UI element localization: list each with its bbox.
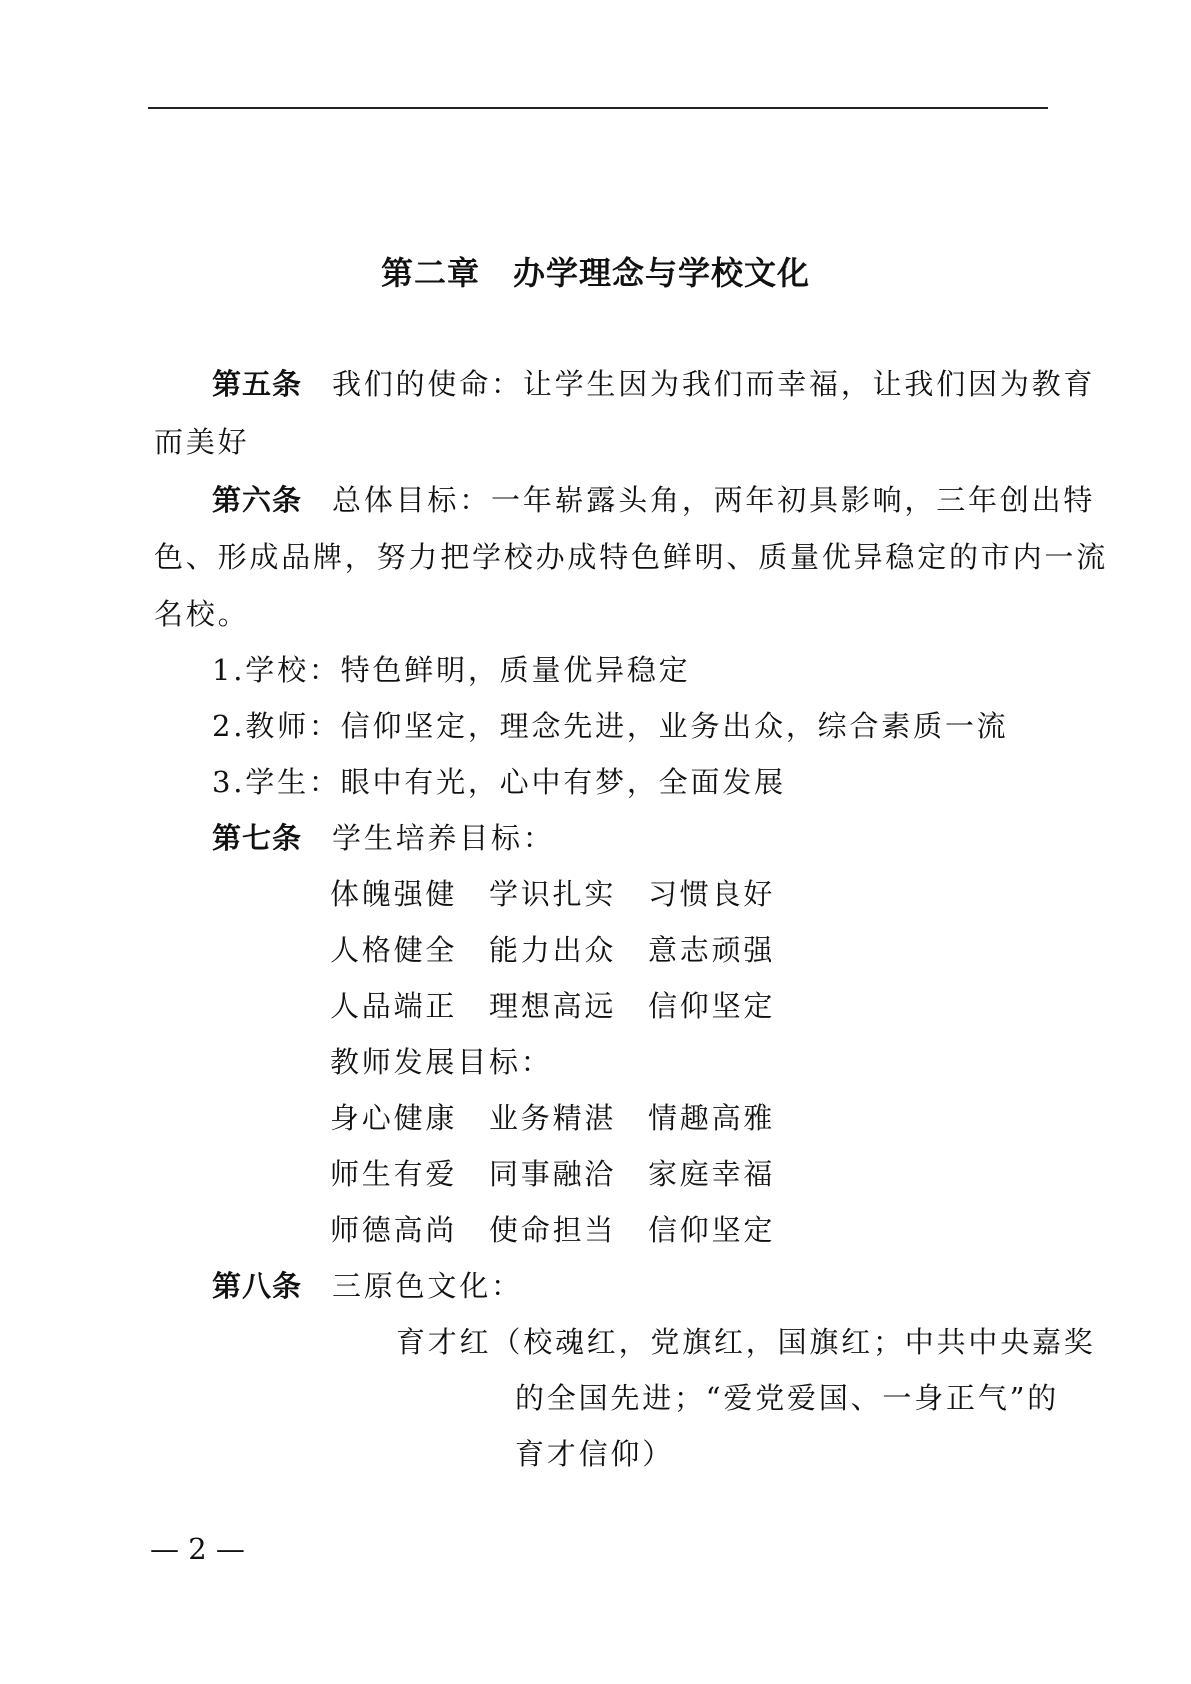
article-7-student-heading: 学生培养目标：	[332, 821, 555, 855]
article-8-heading: 三原色文化：	[332, 1269, 523, 1303]
article-8-line-4: 育才信仰）	[515, 1437, 675, 1471]
article-8-line-1	[212, 1266, 523, 1306]
article-7-line-1	[212, 818, 555, 858]
article-5-line-1	[212, 364, 1095, 404]
article-8-line-3: 的全国先进；“爱党爱国、一身正气”的	[515, 1381, 1060, 1415]
student-goal-line-1: 体魄强健 学识扎实 习惯良好	[330, 877, 776, 911]
article-6-line-2: 色、形成品牌，努力把学校办成特色鲜明、质量优异稳定的市内一流	[154, 540, 1109, 574]
student-goal-line-3: 人品端正 理想高远 信仰坚定	[330, 989, 776, 1023]
article-7-label: 第七条	[212, 821, 303, 855]
article-8-label: 第八条	[212, 1269, 303, 1303]
article-7-teacher-heading: 教师发展目标：	[330, 1045, 553, 1079]
teacher-goal-line-1: 身心健康 业务精湛 情趣高雅	[330, 1101, 776, 1135]
article-8-line-2: 育才红（校魂红，党旗红，国旗红；中共中央嘉奖	[396, 1325, 1096, 1359]
article-6-line-1	[212, 480, 1095, 520]
teacher-goal-line-2: 师生有爱 同事融洽 家庭幸福	[330, 1157, 776, 1191]
chapter-title: 第二章 办学理念与学校文化	[380, 254, 810, 292]
student-goal-line-2: 人格健全 能力出众 意志顽强	[330, 933, 776, 967]
article-6-item-1: 1.学校：特色鲜明，质量优异稳定	[212, 653, 691, 687]
article-6-text-1: 总体目标：一年崭露头角，两年初具影响，三年创出特	[332, 483, 1096, 517]
page-number: — 2 —	[150, 1532, 245, 1566]
article-6-label: 第六条	[212, 483, 303, 517]
article-6-item-2: 2.教师：信仰坚定，理念先进，业务出众，综合素质一流	[212, 709, 1009, 743]
article-6-item-3: 3.学生：眼中有光，心中有梦，全面发展	[212, 765, 786, 799]
teacher-goal-line-3: 师德高尚 使命担当 信仰坚定	[330, 1213, 776, 1247]
header-rule	[148, 107, 1048, 109]
article-6-line-3: 名校。	[154, 597, 250, 631]
article-5-line-2: 而美好	[154, 425, 250, 459]
article-5-label: 第五条	[212, 367, 303, 401]
article-5-text-1: 我们的使命：让学生因为我们而幸福，让我们因为教育	[332, 367, 1096, 401]
